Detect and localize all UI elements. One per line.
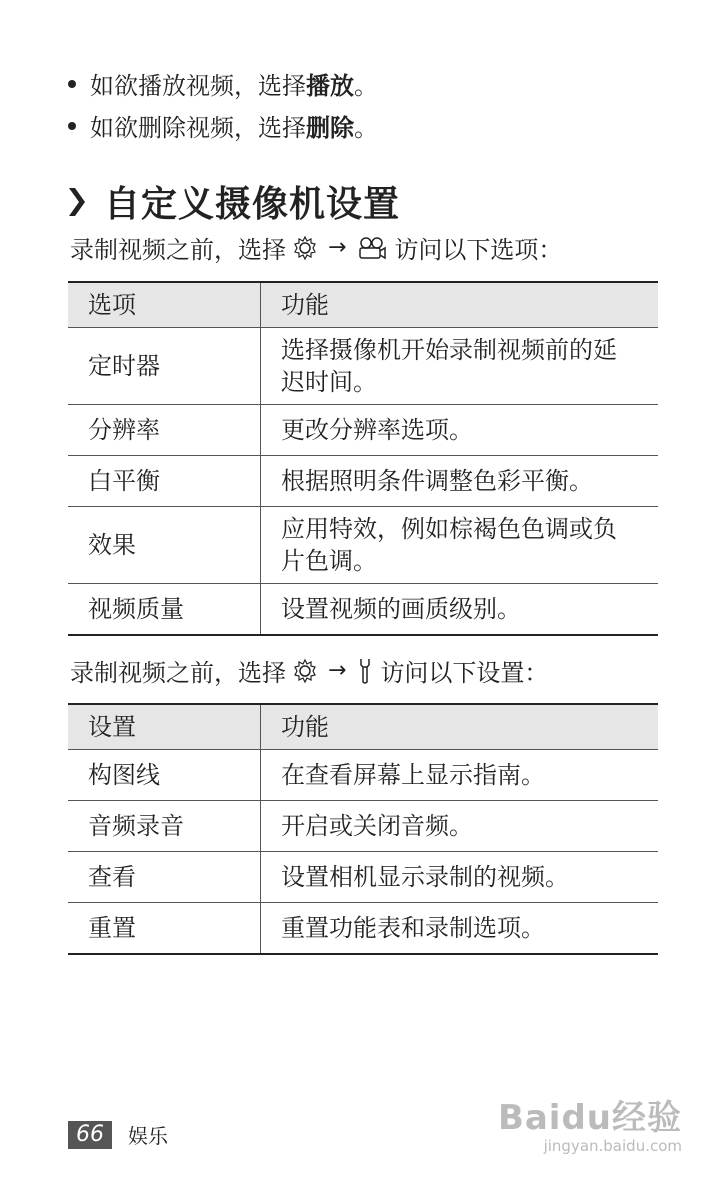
intro-line-options — [70, 230, 562, 265]
table-row — [68, 405, 658, 456]
watermark — [498, 1090, 682, 1155]
intro-after: 访问以下设置： — [380, 659, 549, 687]
page-footer — [68, 1120, 168, 1149]
table-cell: 在查看屏幕上显示指南。 — [261, 750, 659, 801]
table-cell: 根据照明条件调整色彩平衡。 — [261, 456, 659, 507]
table-row — [68, 903, 658, 954]
options-table — [68, 281, 658, 636]
table-cell: 效果 — [68, 507, 261, 584]
gear-icon — [292, 235, 318, 261]
table-cell: 选择摄像机开始录制视频前的延迟时间。 — [261, 328, 659, 405]
table-cell: 应用特效，例如棕褐色色调或负片色调。 — [261, 507, 659, 584]
intro-before: 录制视频之前，选择 — [70, 659, 286, 687]
section-heading — [66, 176, 400, 227]
table-cell: 分辨率 — [68, 405, 261, 456]
bullet-text: 如欲播放视频，选择 — [90, 71, 306, 100]
bullet-bold: 播放 — [306, 71, 354, 100]
bullet-bold: 删除 — [306, 113, 354, 142]
bullet-item — [68, 62, 378, 104]
settings-table — [68, 703, 658, 955]
col-header: 功能 — [261, 282, 659, 328]
table-row — [68, 584, 658, 635]
bullet-list — [68, 62, 378, 146]
bullet-text: 如欲删除视频，选择 — [90, 113, 306, 142]
table-cell: 重置 — [68, 903, 261, 954]
table-cell: 设置视频的画质级别。 — [261, 584, 659, 635]
heading-title: 自定义摄像机设置 — [104, 184, 401, 225]
table-row — [68, 328, 658, 405]
col-header: 设置 — [68, 704, 261, 750]
table-header-row — [68, 704, 658, 750]
intro-after: 访问以下选项： — [394, 236, 563, 264]
bullet-dot — [68, 80, 76, 88]
table-cell: 开启或关闭音频。 — [261, 801, 659, 852]
bullet-suffix: 。 — [354, 113, 378, 142]
table-cell: 构图线 — [68, 750, 261, 801]
table-cell: 设置相机显示录制的视频。 — [261, 852, 659, 903]
intro-before: 录制视频之前，选择 — [70, 236, 286, 264]
table-cell: 白平衡 — [68, 456, 261, 507]
camcorder-icon — [356, 235, 388, 261]
table-row — [68, 456, 658, 507]
gear-icon — [292, 658, 318, 684]
col-header: 功能 — [261, 704, 659, 750]
table-cell: 定时器 — [68, 328, 261, 405]
arrow: → — [328, 658, 347, 683]
intro-line-settings — [70, 653, 548, 688]
table-row — [68, 852, 658, 903]
chevron-right-icon — [66, 182, 92, 222]
wrench-icon — [356, 657, 374, 685]
watermark-url: jingyan.baidu.com — [543, 1137, 682, 1155]
watermark-logo: Baidu经验 — [497, 1098, 682, 1138]
page-number: 66 — [68, 1121, 112, 1149]
col-header: 选项 — [68, 282, 261, 328]
table-cell: 视频质量 — [68, 584, 261, 635]
bullet-item — [68, 104, 378, 146]
bullet-dot — [68, 122, 76, 130]
table-cell: 更改分辨率选项。 — [261, 405, 659, 456]
table-header-row — [68, 282, 658, 328]
section-name: 娱乐 — [128, 1124, 168, 1148]
table-row — [68, 750, 658, 801]
table-cell: 音频录音 — [68, 801, 261, 852]
table-row — [68, 801, 658, 852]
table-cell: 重置功能表和录制选项。 — [261, 903, 659, 954]
table-row — [68, 507, 658, 584]
bullet-suffix: 。 — [354, 71, 378, 100]
table-cell: 查看 — [68, 852, 261, 903]
arrow: → — [328, 235, 347, 260]
